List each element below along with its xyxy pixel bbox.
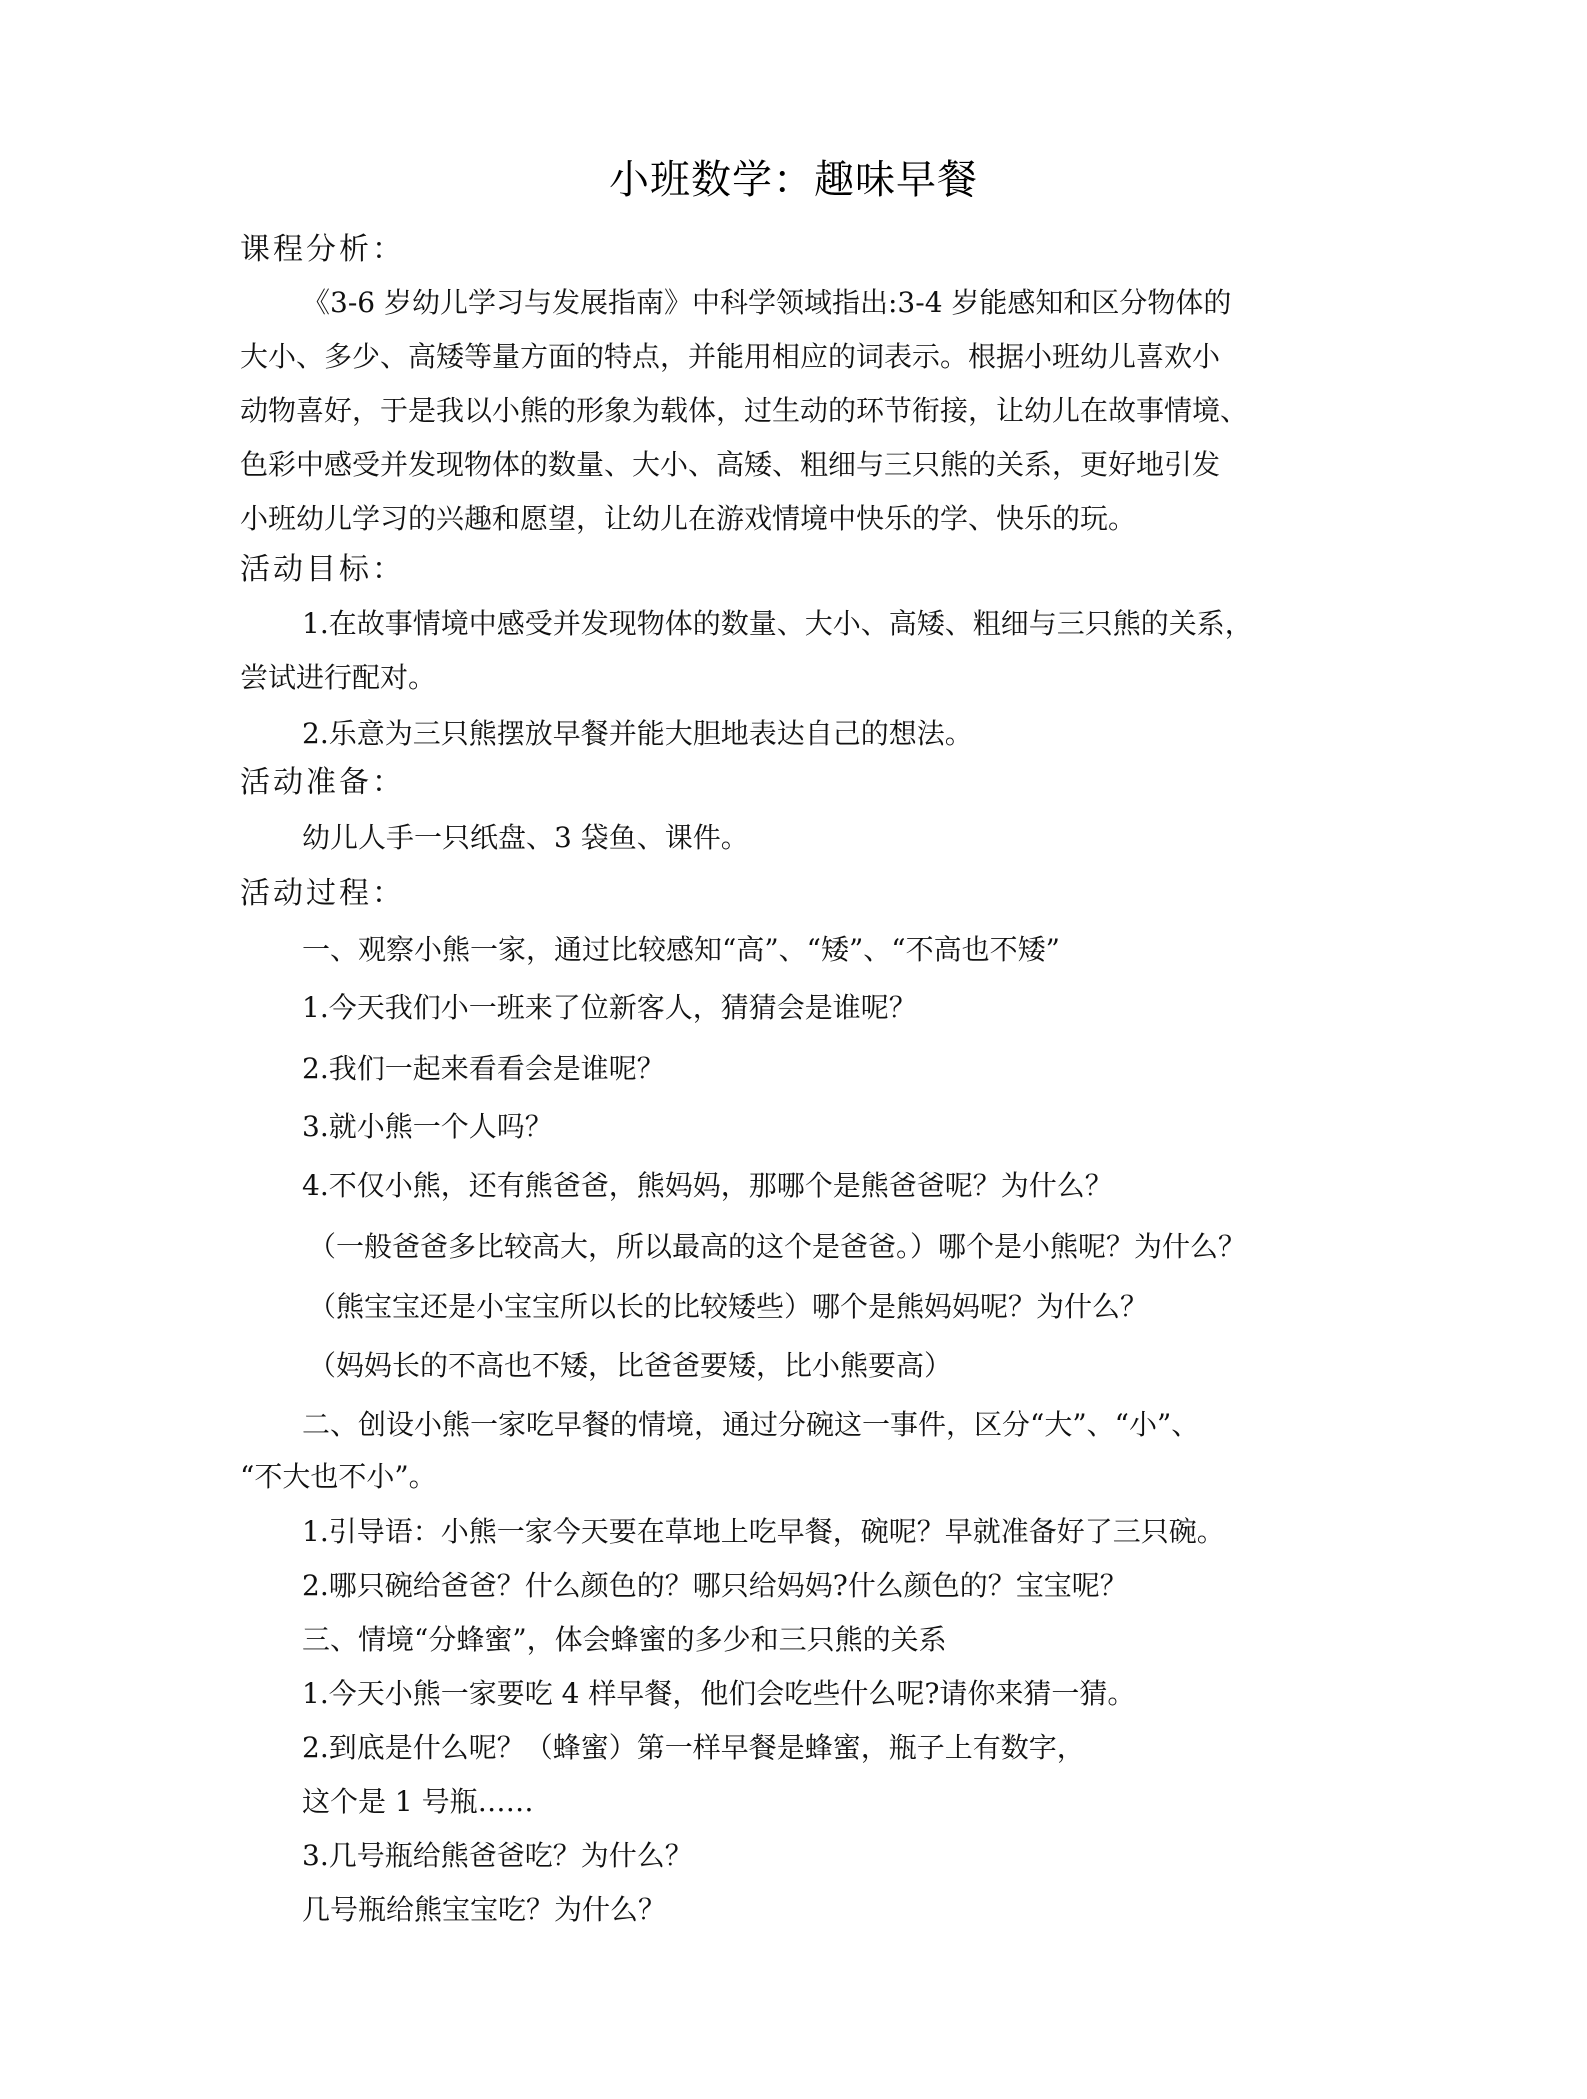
process-item: 1.今天小熊一家要吃 4 样早餐，他们会吃些什么呢?请你来猜一猜。 (302, 1677, 1136, 1710)
preparation-text: 幼儿人手一只纸盘、3 袋鱼、课件。 (302, 821, 749, 854)
goal-item: 1.在故事情境中感受并发现物体的数量、大小、高矮、粗细与三只熊的关系， (302, 607, 1253, 640)
process-step-heading: 三、情境“分蜂蜜”，体会蜂蜜的多少和三只熊的关系 (302, 1623, 947, 1656)
section-heading-goals: 活动目标： (240, 552, 405, 587)
section-heading-process: 活动过程： (240, 876, 405, 911)
analysis-paragraph-line: 小班幼儿学习的兴趣和愿望，让幼儿在游戏情境中快乐的学、快乐的玩。 (240, 502, 1137, 535)
process-item: 2.我们一起来看看会是谁呢？ (302, 1052, 665, 1085)
process-item-continuation: 这个是 1 号瓶…… (302, 1785, 534, 1818)
analysis-paragraph-line: 色彩中感受并发现物体的数量、大小、高矮、粗细与三只熊的关系，更好地引发 (240, 448, 1221, 481)
process-note: （熊宝宝还是小宝宝所以长的比较矮些）哪个是熊妈妈呢？为什么？ (308, 1290, 1149, 1323)
analysis-paragraph-line: 动物喜好，于是我以小熊的形象为载体，过生动的环节衔接，让幼儿在故事情境、 (240, 394, 1249, 427)
process-item: 2.到底是什么呢？（蜂蜜）第一样早餐是蜂蜜，瓶子上有数字， (302, 1731, 1085, 1764)
process-item: 3.几号瓶给熊爸爸吃？为什么？ (302, 1839, 693, 1872)
process-step-heading: 二、创设小熊一家吃早餐的情境，通过分碗这一事件，区分“大”、“小”、 (302, 1408, 1200, 1441)
goal-item-continuation: 尝试进行配对。 (240, 661, 437, 694)
process-item: 1.引导语：小熊一家今天要在草地上吃早餐，碗呢？早就准备好了三只碗。 (302, 1515, 1225, 1548)
process-item: 4.不仅小熊，还有熊爸爸，熊妈妈，那哪个是熊爸爸呢？为什么？ (302, 1169, 1113, 1202)
process-item: 2.哪只碗给爸爸？什么颜色的？哪只给妈妈?什么颜色的？宝宝呢？ (302, 1569, 1128, 1602)
process-item: 1.今天我们小一班来了位新客人，猜猜会是谁呢？ (302, 991, 917, 1024)
section-heading-analysis: 课程分析： (240, 232, 405, 267)
process-item: 几号瓶给熊宝宝吃？为什么？ (302, 1893, 667, 1926)
document-title: 小班数学：趣味早餐 (609, 157, 978, 203)
process-item: 3.就小熊一个人吗？ (302, 1110, 553, 1143)
process-step-heading-continuation: “不大也不小”。 (240, 1460, 437, 1493)
analysis-paragraph-line: 《3-6 岁幼儿学习与发展指南》中科学领域指出:3-4 岁能感知和区分物体的 (302, 286, 1232, 319)
section-heading-preparation: 活动准备： (240, 765, 405, 800)
process-note: （一般爸爸多比较高大，所以最高的这个是爸爸。）哪个是小熊呢？为什么？ (308, 1230, 1247, 1263)
process-step-heading: 一、观察小熊一家，通过比较感知“高”、“矮”、“不高也不矮” (302, 933, 1060, 966)
process-note: （妈妈长的不高也不矮，比爸爸要矮，比小熊要高） (308, 1349, 953, 1382)
analysis-paragraph-line: 大小、多少、高矮等量方面的特点，并能用相应的词表示。根据小班幼儿喜欢小 (240, 340, 1221, 373)
goal-item: 2.乐意为三只熊摆放早餐并能大胆地表达自己的想法。 (302, 717, 973, 750)
